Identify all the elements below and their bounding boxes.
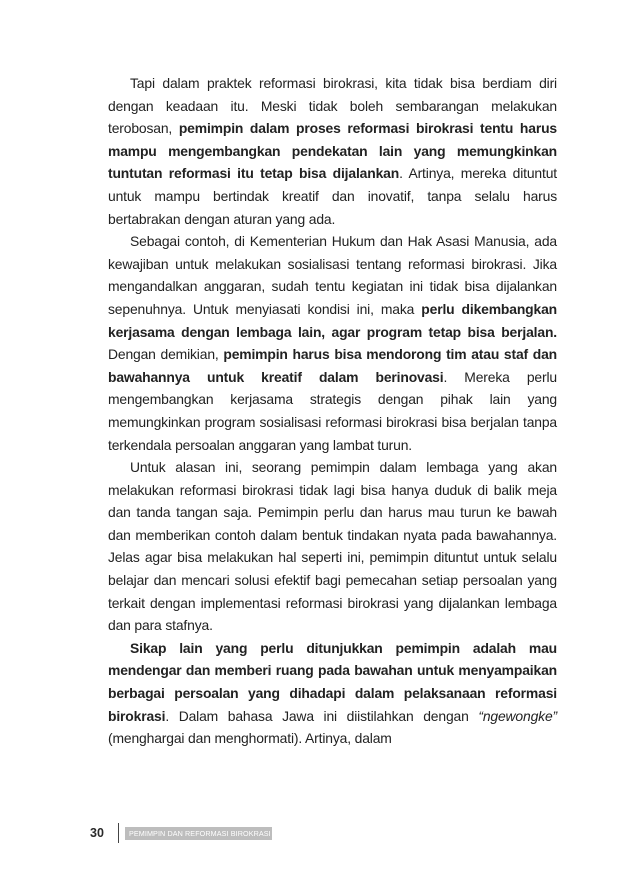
paragraph: [108, 637, 557, 750]
page-number: 30: [90, 826, 104, 840]
running-title: PEMIMPIN DAN REFORMASI BIROKRASI: [129, 828, 271, 838]
text-run: Sebagai contoh, di Kementerian Hukum dan Hak Asasi Manusia, ada kewajiban untuk melakukan sosialisasi tentang reformasi birokrasi. Jika mengandalkan anggaran, sudah tentu kegiatan ini tidak bisa dijalankan sepenuhnya. Untuk menyiasati kondisi ini, maka: [108, 233, 557, 317]
paragraph: [108, 72, 557, 230]
bold-text: perlu dikembangkan kerjasama dengan lembaga lain, agar program tetap bisa berjalan.: [108, 300, 557, 340]
footer-divider: [118, 823, 119, 843]
text-run: . Mereka perlu mengembangkan kerjasama strategis dengan pihak lain yang memungkinkan program sosialisasi reformasi birokrasi bisa berjalan tanpa terkendala persoalan anggaran yang lambat turun.: [108, 368, 557, 453]
text-run: Untuk alasan ini, seorang pemimpin dalam lembaga yang akan melakukan reformasi birokrasi tidak lagi bisa hanya duduk di balik meja dan tanda tangan saja. Pemimpin perlu dan harus mau turun ke bawah dan memberikan contoh dalam bentuk tindakan nyata pada bawahannya. Jelas agar bisa melakukan hal seperti ini, pemimpin dituntut untuk selalu belajar dan mencari solusi efektif bagi pemecahan setiap persoalan yang terkait dengan implementasi reformasi birokrasi yang dijalankan lembaga dan para stafnya.: [108, 459, 557, 634]
text-run: . Artinya, mereka dituntut untuk mampu bertindak kreatif dan inovatif, tanpa selalu harus bertabrakan dengan aturan yang ada.: [108, 165, 558, 227]
bold-text: pemimpin harus bisa mendorong tim atau staf dan bawahannya untuk kreatif dalam berinovasi: [108, 346, 557, 385]
paragraph: [108, 230, 557, 456]
page-footer: [90, 823, 272, 843]
bold-text: pemimpin dalam proses reformasi birokrasi tentu harus mampu mengembangkan pendekatan lain yang memungkinkan tuntutan reformasi itu tetap bisa dijalankan: [108, 120, 557, 182]
text-run: (menghargai dan menghormati). Artinya, dalam: [108, 730, 392, 747]
bold-text: Sikap lain yang perlu ditunjukkan pemimpin adalah mau mendengar dan memberi ruang pada bawahan untuk menyampaikan berbagai persoalan yang dihadapi dalam pelaksanaan reformasi birokrasi: [108, 639, 557, 724]
text-run: Dengan demikian,: [108, 346, 224, 363]
text-run: . Dalam bahasa Jawa ini diistilahkan dengan: [165, 707, 479, 724]
paragraph: [108, 456, 557, 637]
text-run: Tapi dalam praktek reformasi birokrasi, kita tidak bisa berdiam diri dengan keadaan itu. Meski tidak boleh sembarangan melakukan terobosan,: [108, 75, 557, 137]
running-title-band: [125, 827, 272, 840]
body-text: [108, 72, 557, 750]
italic-text: “ngewongke”: [478, 707, 557, 724]
